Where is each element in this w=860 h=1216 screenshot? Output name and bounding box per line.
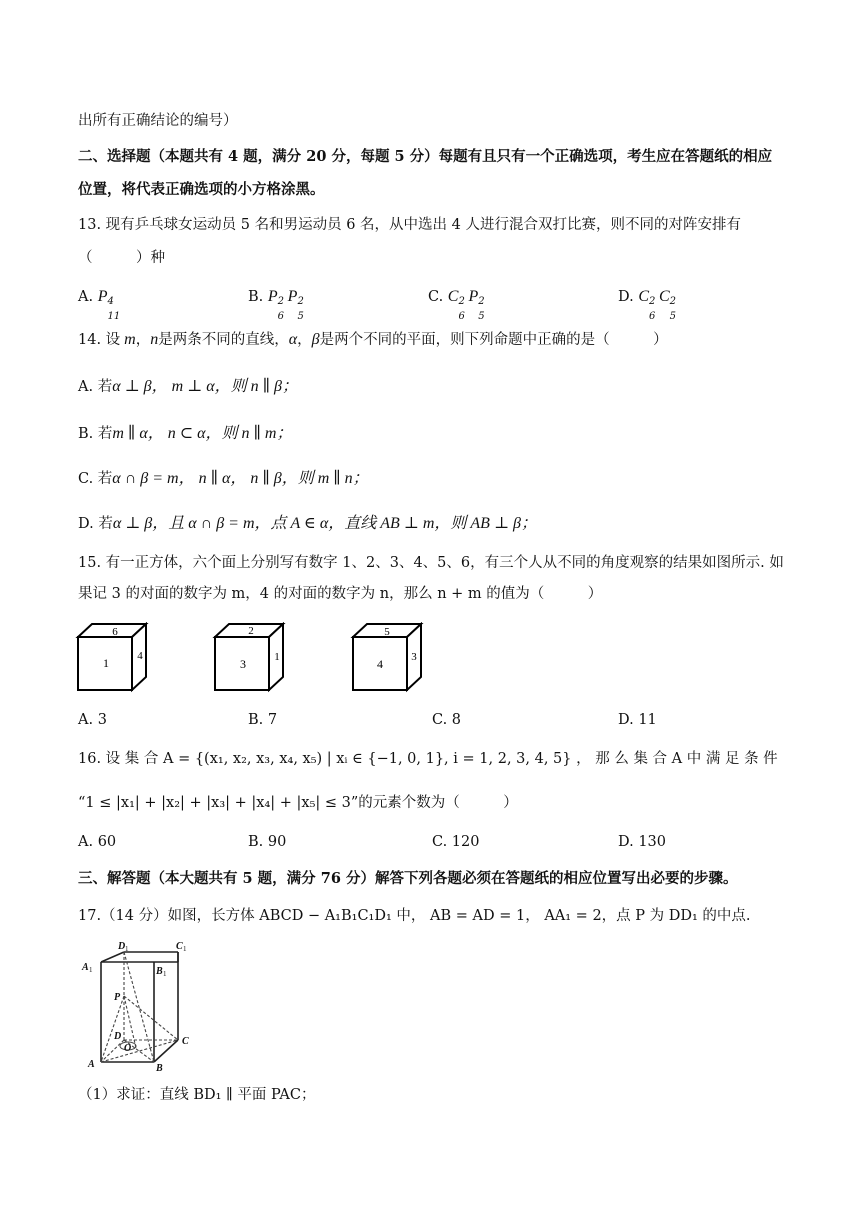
q15-stem-line1: 15. 有一正方体，六个面上分别写有数字 1、2、3、4、5、6，有三个人从不同的角度观察的结果如图所示. 如 (78, 555, 784, 571)
q13-stem-line2: （ ）种 (78, 250, 165, 266)
cube-3-top: 5 (384, 626, 390, 638)
cube-3-side: 3 (411, 651, 417, 663)
q17-cuboid-figure (76, 940, 206, 1075)
q13-option-a: A. P 4 11 (78, 288, 121, 322)
q16-stem-line1: 16. 设 集 合 A = {(x₁, x₂, x₃, x₄, x₅) | xᵢ ∈ {−1, 0, 1}, i = 1, 2, 3, 4, 5} ， 那 么 集 合 A 中 满 足 条 件 (78, 751, 778, 767)
cube-3-front: 4 (377, 657, 383, 671)
label-C: C (182, 1036, 189, 1047)
q13-stem-line1: 13. 现有乒乓球女运动员 5 名和男运动员 6 名，从中选出 4 人进行混合双打比赛，则不同的对阵安排有 (78, 217, 741, 233)
q17-stem: 17.（14 分）如图，长方体 ABCD − A₁B₁C₁D₁ 中， AB = AD = 1， AA₁ = 2，点 P 为 DD₁ 的中点. (78, 908, 751, 924)
svg-text:1: 1 (183, 945, 187, 953)
q14-option-d: D. 若α ⊥ β，且 α ∩ β = m，点 A ∈ α，直线 AB ⊥ m，则 AB ⊥ β； (78, 515, 537, 532)
q14-option-c: C. 若α ∩ β = m， n ∥ α， n ∥ β，则 m ∥ n； (78, 470, 369, 487)
q15-option-c: C. 8 (432, 712, 462, 728)
intro-tail: 出所有正确结论的编号） (78, 113, 238, 129)
label-B: B (156, 1063, 163, 1074)
q13-option-d: D. C 2 6 C 2 5 (618, 288, 677, 322)
q15-option-a: A. 3 (78, 712, 107, 728)
cube-2-top: 2 (248, 625, 254, 637)
q15-cubes-figure (0, 622, 860, 702)
label-O: O (124, 1043, 132, 1054)
label-D: D (114, 1031, 122, 1042)
cube-1-top: 6 (112, 626, 118, 638)
q14-option-a: A. 若α ⊥ β， m ⊥ α，则 n ∥ β； (78, 378, 298, 395)
cube-3 (353, 624, 421, 690)
svg-text:1: 1 (163, 970, 167, 978)
q16-option-d: D. 130 (618, 834, 667, 850)
section2-heading-line1: 二、选择题（本题共有 4 题，满分 20 分，每题 5 分）每题有且只有一个正确选项，考生应在答题纸的相应 (78, 148, 773, 165)
label-B1: B (156, 966, 163, 977)
section3-heading: 三、解答题（本大题共有 5 题，满分 76 分）解答下列各题必须在答题纸的相应位置写出必要的步骤。 (78, 870, 738, 887)
cube-2-front: 3 (240, 657, 246, 671)
label-A: A (88, 1059, 95, 1070)
q15-option-d: D. 11 (618, 712, 657, 728)
q13-option-c: C. C 2 6 P 2 5 (428, 288, 485, 322)
q15-option-b: B. 7 (248, 712, 278, 728)
section2-heading-line2: 位置，将代表正确选项的小方格涂黑。 (78, 181, 325, 198)
svg-text:1: 1 (125, 945, 129, 953)
q15-stem-line2: 果记 3 的对面的数字为 m，4 的对面的数字为 n，那么 n + m 的值为（ ） (78, 586, 603, 602)
label-D1: D (118, 941, 126, 952)
q17-sub1: （1）求证：直线 BD₁ ∥ 平面 PAC； (78, 1087, 316, 1103)
q16-option-a: A. 60 (78, 834, 117, 850)
q13-option-b: B. P 2 6 P 2 5 (248, 288, 304, 322)
cube-1 (78, 624, 146, 690)
label-A1: A (82, 962, 89, 973)
svg-text:1: 1 (89, 966, 93, 974)
q14-option-b: B. 若m ∥ α， n ⊂ α，则 n ∥ m； (78, 425, 293, 442)
cube-1-front: 1 (103, 656, 109, 670)
q16-stem-line2: “1 ≤ |x₁| + |x₂| + |x₃| + |x₄| + |x₅| ≤ 3”的元素个数为（ ） (78, 795, 518, 811)
q16-option-c: C. 120 (432, 834, 480, 850)
cube-2 (215, 624, 283, 690)
label-P: P (114, 992, 121, 1003)
cube-2-side: 1 (274, 651, 280, 663)
cube-1-side: 4 (137, 650, 143, 662)
q14-stem: 14. 设 m，n是两条不同的直线，α，β是两个不同的平面，则下列命题中正确的是（ ） (78, 331, 668, 348)
q16-option-b: B. 90 (248, 834, 287, 850)
label-C1: C (176, 941, 183, 952)
